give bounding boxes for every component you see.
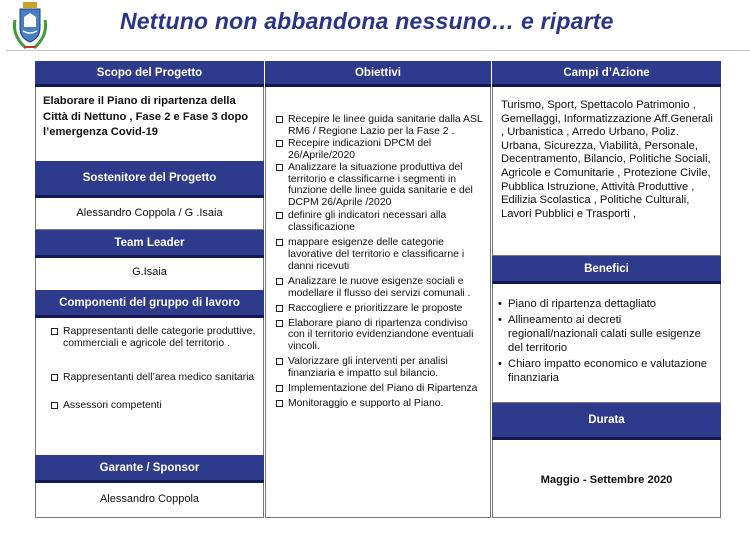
list-item: Analizzare la situazione produttiva del territorio e classificarne i segmenti in funzione delle linee guida sanitarie e del DCPM 26/Aprile /2020 (276, 162, 486, 210)
checkbox-icon (276, 385, 283, 392)
list-item: definire gli indicatori necessari alla classificazione (276, 210, 486, 234)
objectives-header: Obiettivi (265, 61, 491, 87)
list-item: Rappresentanti dell’area medico sanitaria (51, 372, 259, 384)
duration-header: Durata (492, 403, 721, 440)
checkbox-icon (276, 278, 283, 285)
checkbox-icon (276, 400, 283, 407)
checkbox-icon (276, 320, 283, 327)
scope-text: Elaborare il Piano di ripartenza della Città di Nettuno , Fase 2 e Fase 3 dopo l’emergenza Covid-19 (43, 95, 249, 138)
list-item: Analizzare le nuove esigenze sociali e modellare il flusso dei servizi comunali . (276, 276, 486, 300)
checkbox-icon (51, 328, 58, 335)
work-group-list (51, 326, 259, 412)
checkbox-icon (276, 239, 283, 246)
list-item: Valorizzare gli interventi per analisi finanziaria e impatto sul bilancio. (276, 356, 486, 380)
list-item: Monitoraggio e supporto al Piano. (276, 398, 486, 410)
checkbox-icon (276, 164, 283, 171)
checkbox-icon (51, 374, 58, 381)
checkbox-icon (276, 358, 283, 365)
page-title: Nettuno non abbandona nessuno… e riparte (120, 8, 614, 34)
checkbox-icon (276, 212, 283, 219)
action-fields-header: Campi d’Azione (492, 61, 721, 87)
list-item: Rappresentanti delle categorie produttive, commerciali e agricole del territorio . (51, 326, 259, 350)
list-item: Assessori competenti (51, 400, 259, 412)
coat-of-arms-icon (12, 2, 48, 54)
scope-header: Scopo del Progetto (35, 61, 264, 87)
action-fields-text: Turismo, Sport, Spettacolo Patrimonio , Gemellaggi, Informatizzazione Aff.Generali , Urbanistica , Arredo Urbano, Poliz. Urbana, Sicurezza, Viabilità, Personale, Decentramento, Bilancio, Politiche Sociali, Agricole e Comunitarie , Protezione Civile, Pubblica Istruzione, Attività Produttive , Edilizia Scolastica , Politiche Culturali, Lavori Pubblici e Trasporti , (501, 99, 713, 220)
team-leader-value: G.Isaia (132, 266, 167, 278)
list-item: Raccogliere e prioritizzare le proposte (276, 303, 486, 315)
checkbox-icon (276, 116, 283, 123)
checkbox-icon (51, 402, 58, 409)
duration-value: Maggio - Settembre 2020 (540, 474, 673, 486)
objectives-list (276, 114, 486, 410)
sponsor-project-value: Alessandro Coppola / G .Isaia (76, 207, 223, 219)
guarantor-value: Alessandro Coppola (99, 493, 200, 505)
checkbox-icon (276, 140, 283, 147)
list-item: Recepire le linee guida sanitarie dalla ASL RM6 / Regione Lazio per la Fase 2 . (276, 114, 486, 138)
work-group-header: Componenti del gruppo di lavoro (35, 290, 264, 318)
list-item: Elaborare piano di ripartenza condiviso con il territorio evidenziandone eventuali vincoli. (276, 318, 486, 354)
list-item: Recepire indicazioni DPCM del 26/Aprile/2020 (276, 138, 486, 162)
team-leader-header: Team Leader (35, 230, 264, 258)
list-item: Implementazione del Piano di Ripartenza (276, 383, 486, 395)
title-divider (6, 50, 750, 51)
benefits-list (497, 297, 712, 385)
sponsor-project-header: Sostenitore del Progetto (35, 161, 264, 198)
benefits-header: Benefici (492, 256, 721, 284)
list-item: mappare esigenze delle categorie lavorative del territorio e classificarne i danni ricevuti (276, 237, 486, 273)
list-item: • Chiaro impatto economico e valutazione finanziaria (498, 358, 707, 384)
checkbox-icon (276, 305, 283, 312)
guarantor-header: Garante / Sponsor (35, 455, 264, 483)
list-item: • Piano di ripartenza dettagliato (498, 298, 657, 310)
list-item: • Allineamento ai decreti regionali/nazionali calati sulle esigenze del territorio (498, 314, 701, 354)
